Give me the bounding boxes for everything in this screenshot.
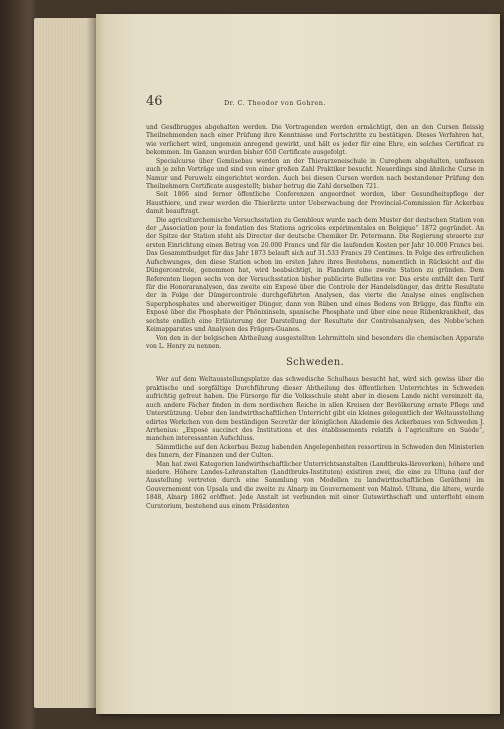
paragraph: Von den in der belgischen Abtheilung ausgestellten Lehrmitteln sind besonders die chemischen Apparate von L. Henry zu nennen. xyxy=(146,334,484,350)
section-heading: Schweden. xyxy=(285,357,344,369)
paragraph: Man hat zwei Kategorien landwirthschaftlicher Unterrichtsanstalten (Landtbruks-läroverken), höhere und niedere. Höhere Landes-Lehranstalten (Landtbruks-Instituten) existiren zwei, die eine zu Ultuna (auf der Ausstellung vertreten durch eine Sammlung von Modellen zu landwirthschaftlichen Geräthen) im Gouvernement von Upsala und die zweite zu Alnarp im Gouvernement von Malmö. Ultuna, die ältere, wurde 1848, Alnarp 1862 eröffnet. Jede Anstalt ist verbunden mit einer Gutswirthschaft und unterfteht einem Curatorium, bestehend aus einem Präsidenten xyxy=(146,460,484,510)
paragraph: Wer auf dem Weltausstellungsplatze das schwedische Schulhaus besucht hat, wird sich gewiss über die praktische und sorgfältige Durchführung dieser Abtheilung des öffentlichen Unterrichtes in Schweden aufrichtig gefreut haben. Die Fürsorge für die Volksschule steht aber in diesem Lande nicht vereinzelt da, auch andere Fächer finden in dem nordischen Reiche in allen Kreisen der Bevölkerung ernste Pflege und Unterstützung. Ueber den landwirthschaftlichen Unterricht gibt ein kleines gelegentlich der Weltausstellung edirtes Werkchen von dem beständigen Secretär der königlichen Akademie des Ackerbaues von Schweden J. Arrhenius: „Exposé succinct des Institutions et des établissements relatifs à l’agriculture en Suède“, manchen interessanten Aufschluss. xyxy=(146,376,484,443)
page-number: 46 xyxy=(146,94,163,109)
book-page-edges xyxy=(34,18,96,708)
page-text xyxy=(146,94,484,511)
running-head xyxy=(146,94,484,110)
paragraph: Die agriculturchemische Versuchsstation zu Gembloux wurde nach dem Muster der deutschen Station von der „Association pour la fondation des Stations agricoles expérimentales en Belgique“ 1872 gegründet. An der Spitze der Station steht als Director der deutsche Chemiker Dr. Petermann. Die Regierung steuerte zur ersten Einrichtung einen Betrag von 20.000 Francs und für die laufenden Kosten per Jahr 10.000 Francs bei. Das Gesammtbudget für das Jahr 1873 belauft sich auf 31.533 Francs 29 Centimes. In Folge des erfreulichen Aufschwunges, den diese Station schon im ersten Jahre ihres Bestehens, namentlich in Rücksicht auf die Düngercontrole, genommen hat, wird beabsichtigt, in Flandern eine zweite Station zu gründen. Dem Referenten liegen sechs von der Versuchsstation bisher publicirte Bulletins vor. Das erste enthält den Tarif für die Honoraranalysen, das zweite ein Exposé über die Controle der Handelsdünger, das dritte Resultate der in Folge der Düngercontrole durchgeführten Analysen, das vierte die Analyse eines englischen Superphosphates und aberweitiger Dünger, dann von Rüben und eines Bodens von Brügge, das fünfte ein Exposé über die Phosphate der Phönixinseln, spanische Phosphate und über eine neue Rübenkrankheit, das sechste endlich eine Erläuterung der Darstellung der Resultate der Controlsanalysen, des Nobbe’schen Keimapparates und Analysen des Frägers-Guanos. xyxy=(146,216,484,334)
paragraph: und Gesdbrugges abgehalten werden. Die Vortragenden werden ermächtigt, den an den Cursen fleissig Theilnehmenden nach einer Prüfung ihre Kenntnisse und Fortschritte zu bestätigen. Dieses Verfahren hat, wie verlichert wird, ungemein anregend gewirkt, und hält es jeder für eine Ehre, ein solches Certificat zu bekommen. Im Ganzen wurden bisher 650 Certificate ausgefolgt. xyxy=(146,124,484,157)
paragraph: Sämmtliche auf den Ackerbau Bezug habenden Angelegenheiten ressortiren in Schweden den Ministerien des Innern, der Finanzen und der Culten. xyxy=(146,443,484,460)
paragraph: Specialcurse über Gemüsebau werden an der Thierarzeneischule in Cureghem abgehalten, umfassen auch je zehn Vorträge und sind von einer großen Zahl Praktiker besucht. Neuerdings sind ähnliche Curse in Namur und Peruwelz eingerichtet worden. Auch bei diesen Cursen werden nach bestandener Prüfung den Theilnehmern Certificate ausgestellt; bisher betrug die Zahl derselben 721. xyxy=(146,157,484,190)
running-head-title: Dr. C. Theodor von Gohren. xyxy=(224,99,326,107)
paragraph: Seit 1866 sind ferner öffentliche Conferenzen angeordnet worden, über Gesundheitspflege der Hausthiere, und zwar werden die Thierärzte unter Ueberwachung der Provincial-Commission für Ackerbau damit beauftragt. xyxy=(146,191,484,216)
